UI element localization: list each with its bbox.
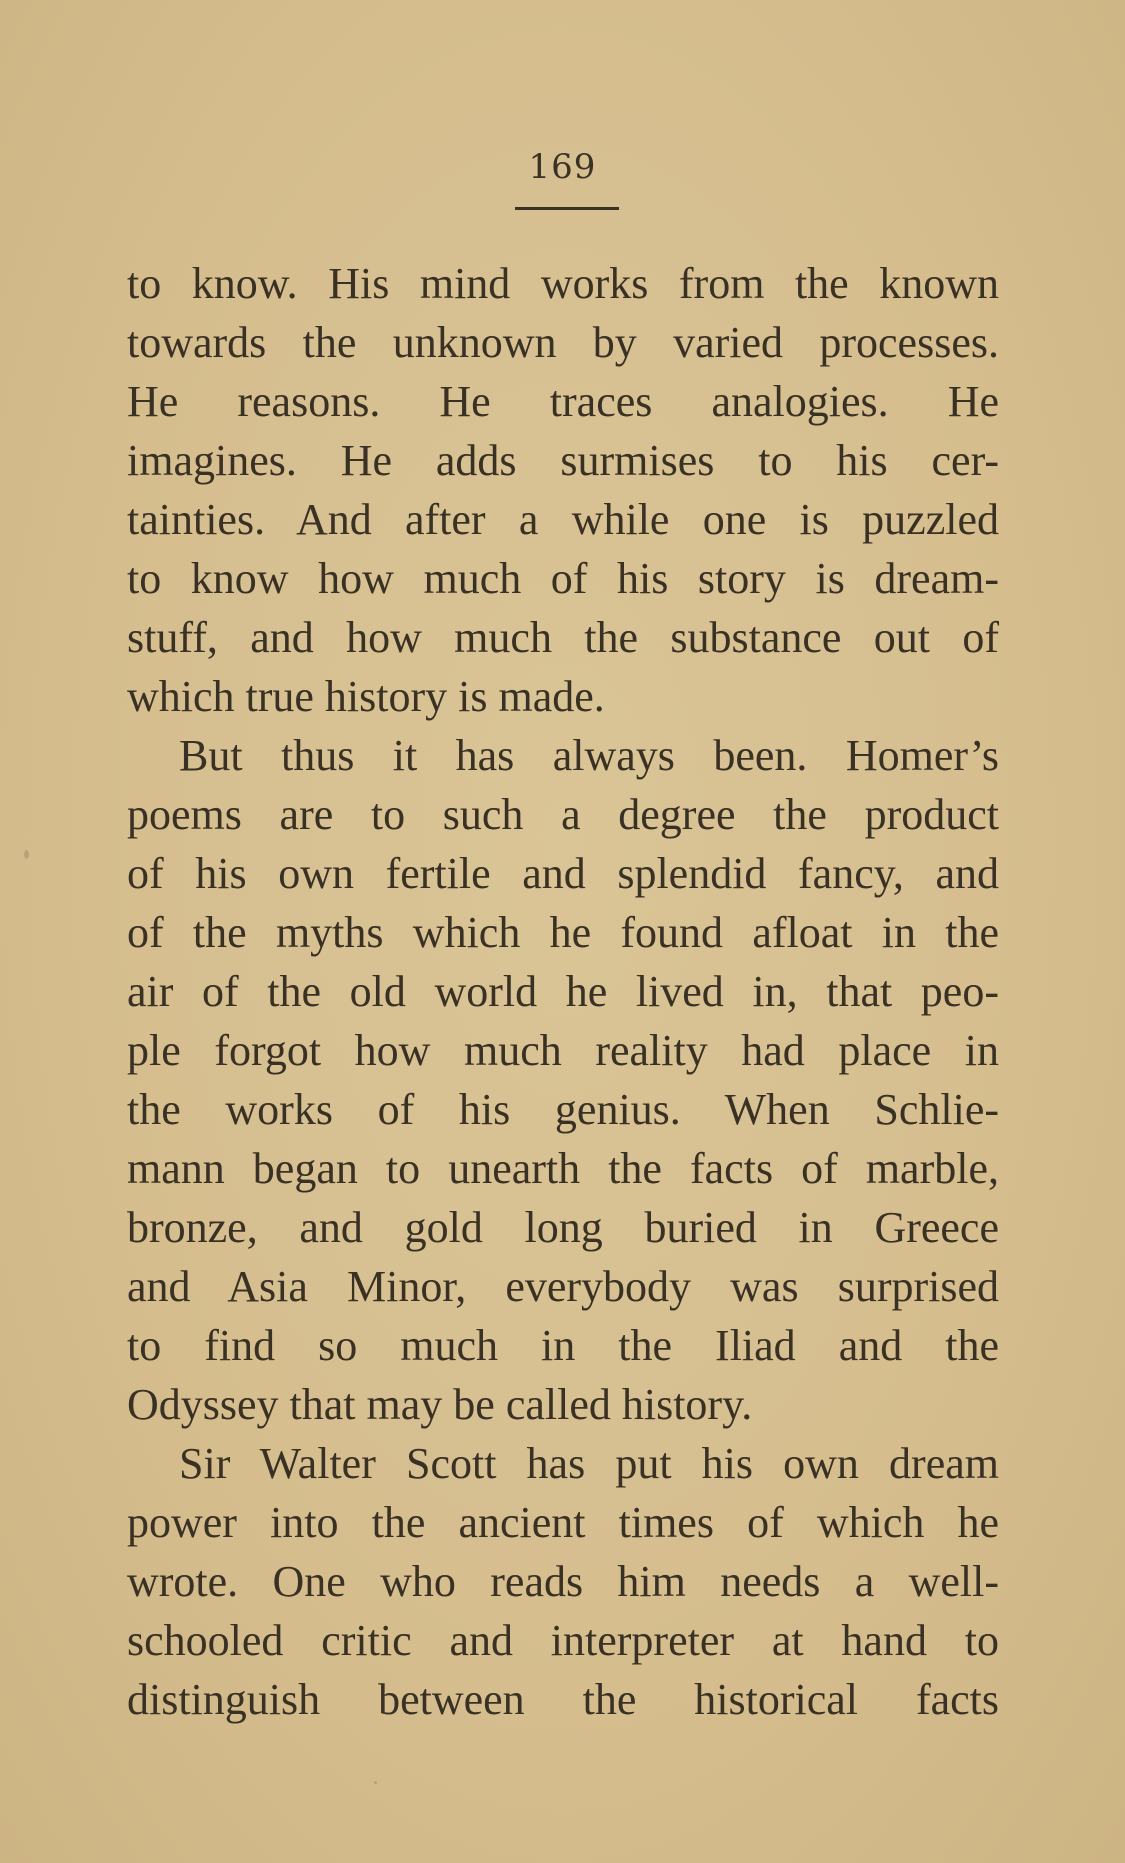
text-line: mann began to unearth the facts of marble, bbox=[127, 1144, 999, 1193]
text-line: ple forgot how much reality had place in bbox=[127, 1026, 999, 1075]
text-line: of the myths which he found afloat in the bbox=[127, 908, 999, 957]
text-line: the works of his genius. When Schlie- bbox=[127, 1085, 999, 1134]
text-line: Odyssey that may be called history. bbox=[127, 1380, 753, 1429]
text-line: stuff, and how much the substance out of bbox=[127, 613, 999, 662]
text-line: schooled critic and interpreter at hand to bbox=[127, 1616, 999, 1665]
paper-speck bbox=[374, 1781, 377, 1784]
text-line: poems are to such a degree the product bbox=[127, 790, 999, 839]
body-text bbox=[127, 254, 999, 1729]
text-line: Sir Walter Scott has put his own dream bbox=[179, 1439, 999, 1488]
text-line: wrote. One who reads him needs a well- bbox=[127, 1557, 999, 1606]
page-number: 169 bbox=[528, 147, 597, 187]
text-line: power into the ancient times of which he bbox=[127, 1498, 999, 1547]
page-number-rule bbox=[515, 207, 619, 210]
text-line: towards the unknown by varied processes. bbox=[127, 318, 999, 367]
paper-speck bbox=[24, 850, 29, 859]
text-line: air of the old world he lived in, that peo- bbox=[127, 967, 999, 1016]
text-line: of his own fertile and splendid fancy, and bbox=[127, 849, 999, 898]
text-line: which true history is made. bbox=[127, 672, 605, 721]
text-line: But thus it has always been. Homer’s bbox=[179, 731, 999, 780]
text-line: to know. His mind works from the known bbox=[127, 259, 999, 308]
text-line: imagines. He adds surmises to his cer- bbox=[127, 436, 999, 485]
text-line: to know how much of his story is dream- bbox=[127, 554, 999, 603]
text-line: distinguish between the historical facts bbox=[127, 1675, 999, 1724]
text-line: bronze, and gold long buried in Greece bbox=[127, 1203, 999, 1252]
text-line: He reasons. He traces analogies. He bbox=[127, 377, 999, 426]
text-line: tainties. And after a while one is puzzled bbox=[127, 495, 999, 544]
text-line: and Asia Minor, everybody was surprised bbox=[127, 1262, 999, 1311]
text-line: to find so much in the Iliad and the bbox=[127, 1321, 999, 1370]
